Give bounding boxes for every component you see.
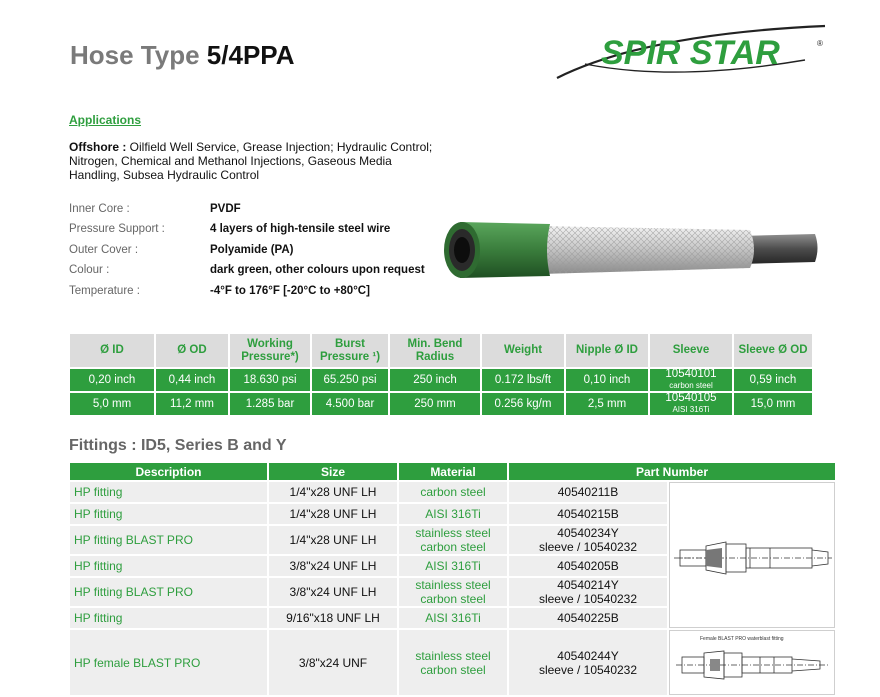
table-cell: 0,59 inch xyxy=(734,369,812,391)
part-number-line: sleeve / 10540232 xyxy=(538,592,638,606)
header-cell: Min. Bend Radius xyxy=(390,334,480,367)
spec-table-header xyxy=(70,334,812,367)
fitting-part-number xyxy=(509,630,667,695)
fitting-material xyxy=(399,526,507,554)
material-line: carbon steel xyxy=(420,540,486,554)
table-cell: 0,44 inch xyxy=(156,369,228,391)
material-line: stainless steel xyxy=(415,648,491,663)
fitting-description: HP fitting xyxy=(70,504,267,524)
table-row xyxy=(70,369,812,391)
part-number-line: 40540215B xyxy=(557,507,619,521)
header-cell: Sleeve Ø OD xyxy=(734,334,812,367)
spec-label: Temperature : xyxy=(69,285,140,297)
table-cell: 2,5 mm xyxy=(566,393,648,415)
fitting-part-number xyxy=(509,526,667,554)
sleeve-material: carbon steel xyxy=(669,381,713,390)
part-number-line: 40540234Y xyxy=(557,526,619,540)
applications-text xyxy=(69,140,439,182)
table-cell: 0,20 inch xyxy=(70,369,154,391)
spec-label: Outer Cover : xyxy=(69,244,139,256)
material-line: carbon steel xyxy=(420,662,486,677)
table-cell: 0.256 kg/m xyxy=(482,393,564,415)
hose-type: 5/4PPA xyxy=(206,40,295,70)
table-cell: 4.500 bar xyxy=(312,393,388,415)
fitting-size: 1/4"x28 UNF LH xyxy=(269,504,397,524)
fitting-material xyxy=(399,578,507,606)
fitting-size: 1/4"x28 UNF LH xyxy=(269,482,397,502)
hose-image xyxy=(440,218,820,280)
material-line: AISI 316Ti xyxy=(425,611,481,625)
header-cell: Burst Pressure ¹) xyxy=(312,334,388,367)
spec-value: -4°F to 176°F [-20°C to +80°C] xyxy=(210,285,370,297)
table-cell: 18.630 psi xyxy=(230,369,310,391)
table-cell: 15,0 mm xyxy=(734,393,812,415)
table-row xyxy=(70,393,812,415)
fitting-description: HP fitting xyxy=(70,608,267,628)
fitting-material xyxy=(399,482,507,502)
spec-table xyxy=(68,332,814,417)
table-cell: 250 inch xyxy=(390,369,480,391)
fitting-size: 3/8"x24 UNF LH xyxy=(269,578,397,606)
fitting-material xyxy=(399,608,507,628)
spec-value: 4 layers of high-tensile steel wire xyxy=(210,223,391,235)
fitting-description: HP fitting xyxy=(70,556,267,576)
header-cell: Working Pressure*) xyxy=(230,334,310,367)
fitting-part-number xyxy=(509,608,667,628)
fitting-size: 9/16"x18 UNF LH xyxy=(269,608,397,628)
material-line: stainless steel xyxy=(415,526,491,540)
female-fitting-drawing xyxy=(670,631,834,691)
fitting-size: 3/8"x24 UNF xyxy=(269,630,397,695)
fitting-description: HP fitting BLAST PRO xyxy=(70,578,267,606)
sleeve-cell xyxy=(650,369,732,391)
header-cell: Part Number xyxy=(509,463,835,480)
fitting-part-number xyxy=(509,578,667,606)
header-cell: Size xyxy=(269,463,397,480)
applications-list: Oilfield Well Service, Grease Injection; Hydraulic Control; Nitrogen, Chemical and Methanol Injections, Gaseous Media Handling, Subsea Hydraulic Control xyxy=(69,140,433,182)
sleeve-part-number: 10540101 xyxy=(665,368,717,380)
part-number-line: 40540205B xyxy=(557,559,619,573)
fitting-material xyxy=(399,504,507,524)
part-number-line: sleeve / 10540232 xyxy=(538,540,638,554)
header-cell: Weight xyxy=(482,334,564,367)
fitting-size: 1/4"x28 UNF LH xyxy=(269,526,397,554)
part-number-line: 40540211B xyxy=(557,485,619,499)
spec-label: Pressure Support : xyxy=(69,223,165,235)
header-cell: Ø ID xyxy=(70,334,154,367)
material-line: carbon steel xyxy=(420,485,486,499)
fitting-drawing-cell xyxy=(669,482,835,628)
fitting-description: HP fitting BLAST PRO xyxy=(70,526,267,554)
part-number-line: 40540225B xyxy=(557,611,619,625)
logo-registered-mark: ® xyxy=(817,39,823,48)
header-cell: Description xyxy=(70,463,267,480)
fitting-part-number xyxy=(509,556,667,576)
table-row xyxy=(70,630,835,695)
part-number-line: 40540214Y xyxy=(557,578,619,592)
sleeve-part-number: 10540105 xyxy=(665,392,717,404)
material-line: carbon steel xyxy=(420,592,486,606)
fitting-material xyxy=(399,630,507,695)
fittings-table xyxy=(68,461,837,697)
material-line: AISI 316Ti xyxy=(425,507,481,521)
fitting-material xyxy=(399,556,507,576)
fitting-part-number xyxy=(509,504,667,524)
table-cell: 65.250 psi xyxy=(312,369,388,391)
female-fitting-drawing-cell xyxy=(669,630,835,695)
fitting-part-number xyxy=(509,482,667,502)
table-cell: 0.172 lbs/ft xyxy=(482,369,564,391)
spec-value: dark green, other colours upon request xyxy=(210,264,425,276)
spec-label: Inner Core : xyxy=(69,203,130,215)
table-cell: 11,2 mm xyxy=(156,393,228,415)
material-line: AISI 316Ti xyxy=(425,559,481,573)
spec-value: PVDF xyxy=(210,203,241,215)
fitting-description: HP female BLAST PRO xyxy=(70,630,267,695)
header-cell: Sleeve xyxy=(650,334,732,367)
sleeve-cell xyxy=(650,393,732,415)
fitting-size: 3/8"x24 UNF LH xyxy=(269,556,397,576)
spec-value: Polyamide (PA) xyxy=(210,244,294,256)
table-cell: 0,10 inch xyxy=(566,369,648,391)
applications-lead: Offshore : xyxy=(69,140,127,154)
applications-link[interactable]: Applications xyxy=(69,113,142,127)
header-cell: Ø OD xyxy=(156,334,228,367)
drawing-caption: Female BLAST PRO waterblast fitting xyxy=(700,636,784,642)
fittings-title: Fittings : ID5, Series B and Y xyxy=(69,437,287,454)
table-cell: 250 mm xyxy=(390,393,480,415)
title-prefix: Hose Type xyxy=(70,40,200,70)
fitting-drawing xyxy=(670,484,834,624)
part-number-line: sleeve / 10540232 xyxy=(538,662,638,677)
spec-label: Colour : xyxy=(69,264,110,276)
spir-star-logo xyxy=(555,20,845,90)
fittings-header xyxy=(70,463,835,480)
table-row xyxy=(70,482,835,502)
header-cell: Nipple Ø ID xyxy=(566,334,648,367)
sleeve-material: AISI 316Ti xyxy=(672,405,710,414)
logo-text: SPIR STAR xyxy=(601,34,780,72)
material-line: stainless steel xyxy=(415,578,491,592)
table-cell: 5,0 mm xyxy=(70,393,154,415)
part-number-line: 40540244Y xyxy=(557,648,619,663)
table-cell: 1.285 bar xyxy=(230,393,310,415)
header-cell: Material xyxy=(399,463,507,480)
page-title xyxy=(70,40,294,71)
fitting-description: HP fitting xyxy=(70,482,267,502)
